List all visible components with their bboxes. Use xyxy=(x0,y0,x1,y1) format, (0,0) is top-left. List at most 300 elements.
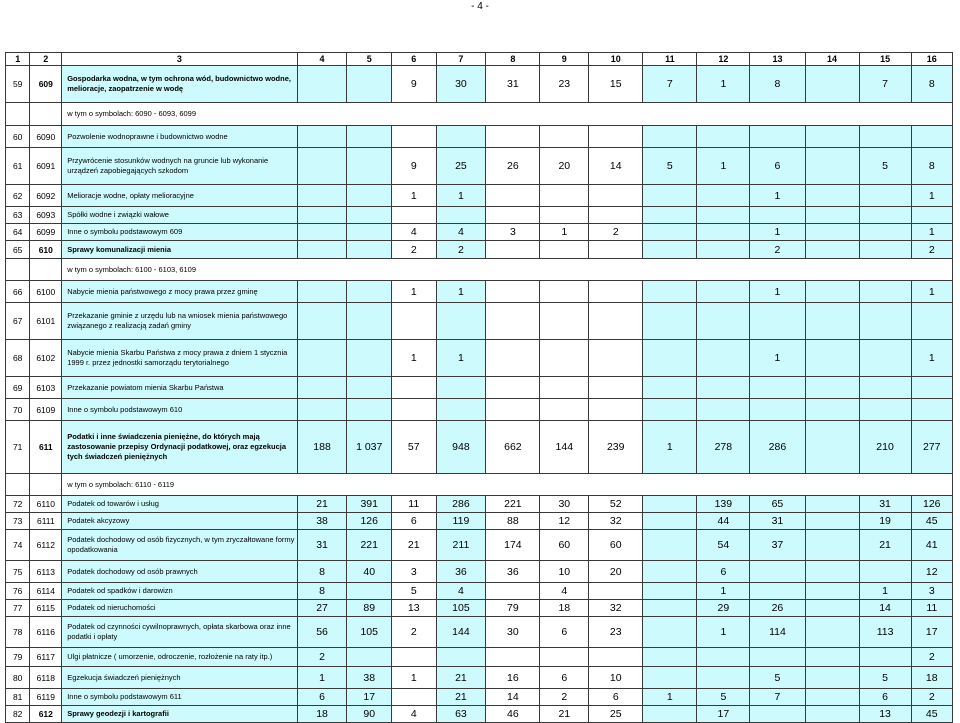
value-cell: 286 xyxy=(750,421,805,474)
value-cell xyxy=(750,706,805,723)
value-cell xyxy=(297,303,347,340)
value-cell: 1 xyxy=(697,148,750,185)
value-cell xyxy=(643,706,697,723)
value-cell: 36 xyxy=(436,561,486,583)
page-number: - 4 - xyxy=(471,1,489,12)
value-cell: 13 xyxy=(859,706,911,723)
value-cell xyxy=(486,207,540,224)
value-cell: 26 xyxy=(750,600,805,617)
value-cell: 1 xyxy=(697,617,750,648)
category-label: Inne o symbolu podstawowym 611 xyxy=(62,689,297,706)
value-cell xyxy=(805,281,859,303)
value-cell xyxy=(347,303,392,340)
value-cell: 17 xyxy=(347,689,392,706)
value-cell: 1 xyxy=(911,185,952,207)
value-cell: 1 xyxy=(643,421,697,474)
value-cell xyxy=(486,241,540,259)
value-cell: 1 xyxy=(436,185,486,207)
header-cell-6: 6 xyxy=(391,53,436,66)
value-cell: 65 xyxy=(750,496,805,513)
value-cell xyxy=(859,185,911,207)
value-cell xyxy=(540,207,589,224)
value-cell xyxy=(697,207,750,224)
value-cell: 16 xyxy=(486,667,540,689)
table-row xyxy=(6,496,953,513)
value-cell: 38 xyxy=(347,667,392,689)
value-cell: 12 xyxy=(540,513,589,530)
value-cell xyxy=(859,648,911,667)
table-row xyxy=(6,377,953,399)
row-number: 61 xyxy=(6,148,30,185)
value-cell xyxy=(297,399,347,421)
symbol-code: 6099 xyxy=(30,224,62,241)
table-row xyxy=(6,303,953,340)
value-cell xyxy=(486,377,540,399)
table-row xyxy=(6,185,953,207)
value-cell xyxy=(486,303,540,340)
value-cell xyxy=(486,340,540,377)
value-cell xyxy=(805,340,859,377)
row-number: 65 xyxy=(6,241,30,259)
category-label: Podatek akcyzowy xyxy=(62,513,297,530)
value-cell xyxy=(347,66,392,103)
symbol-code: 609 xyxy=(30,66,62,103)
value-cell: 40 xyxy=(347,561,392,583)
value-cell: 32 xyxy=(589,513,643,530)
value-cell: 126 xyxy=(911,496,952,513)
value-cell: 114 xyxy=(750,617,805,648)
value-cell: 14 xyxy=(486,689,540,706)
value-cell: 6 xyxy=(391,513,436,530)
table-row xyxy=(6,340,953,377)
table-row xyxy=(6,281,953,303)
empty-cell xyxy=(6,474,30,496)
value-cell: 13 xyxy=(391,600,436,617)
symbol-code: 610 xyxy=(30,241,62,259)
value-cell: 7 xyxy=(859,66,911,103)
value-cell xyxy=(643,224,697,241)
value-cell xyxy=(697,648,750,667)
value-cell: 30 xyxy=(540,496,589,513)
value-cell xyxy=(589,241,643,259)
row-number: 79 xyxy=(6,648,30,667)
value-cell: 1 xyxy=(391,340,436,377)
value-cell: 105 xyxy=(436,600,486,617)
symbol-code: 6116 xyxy=(30,617,62,648)
table-row xyxy=(6,689,953,706)
value-cell: 6 xyxy=(859,689,911,706)
value-cell xyxy=(859,340,911,377)
value-cell: 5 xyxy=(643,148,697,185)
value-cell xyxy=(347,241,392,259)
value-cell: 6 xyxy=(750,148,805,185)
value-cell xyxy=(697,185,750,207)
value-cell xyxy=(347,648,392,667)
value-cell xyxy=(643,303,697,340)
value-cell: 139 xyxy=(697,496,750,513)
value-cell: 277 xyxy=(911,421,952,474)
value-cell xyxy=(436,399,486,421)
category-label: Pozwolenie wodnoprawne i budownictwo wodne xyxy=(62,126,297,148)
value-cell: 20 xyxy=(589,561,643,583)
category-label: Nabycie mienia Skarbu Państwa z mocy prawa z dniem 1 stycznia 1999 r. przez jednostki samorządu terytorialnego xyxy=(62,340,297,377)
category-label: Sprawy geodezji i kartografii xyxy=(62,706,297,723)
value-cell xyxy=(750,648,805,667)
value-cell xyxy=(347,224,392,241)
value-cell: 144 xyxy=(540,421,589,474)
value-cell: 79 xyxy=(486,600,540,617)
category-label: Inne o symbolu podstawowym 610 xyxy=(62,399,297,421)
value-cell: 18 xyxy=(911,667,952,689)
value-cell xyxy=(805,421,859,474)
value-cell: 8 xyxy=(297,561,347,583)
value-cell xyxy=(589,185,643,207)
table-row xyxy=(6,399,953,421)
value-cell: 11 xyxy=(911,600,952,617)
header-cell-16: 16 xyxy=(911,53,952,66)
value-cell: 5 xyxy=(697,689,750,706)
value-cell: 6 xyxy=(297,689,347,706)
category-label: Podatek od towarów i usług xyxy=(62,496,297,513)
value-cell: 10 xyxy=(589,667,643,689)
category-label: Przekazanie powiatom mienia Skarbu Państwa xyxy=(62,377,297,399)
value-cell xyxy=(297,148,347,185)
value-cell xyxy=(805,513,859,530)
value-cell xyxy=(643,281,697,303)
value-cell: 662 xyxy=(486,421,540,474)
table-row xyxy=(6,421,953,474)
table-row xyxy=(6,600,953,617)
header-cell-14: 14 xyxy=(805,53,859,66)
value-cell: 221 xyxy=(486,496,540,513)
value-cell xyxy=(697,303,750,340)
value-cell xyxy=(911,207,952,224)
value-cell xyxy=(589,377,643,399)
value-cell: 2 xyxy=(391,617,436,648)
value-cell: 1 xyxy=(540,224,589,241)
symbol-code: 6103 xyxy=(30,377,62,399)
value-cell xyxy=(391,207,436,224)
header-cell-8: 8 xyxy=(486,53,540,66)
category-label: Podatek dochodowy od osób fizycznych, w tym zryczałtowane formy opodatkowania xyxy=(62,530,297,561)
symbol-code: 6111 xyxy=(30,513,62,530)
subgroup-note-row xyxy=(6,103,953,126)
category-label: Sprawy komunalizacji mienia xyxy=(62,241,297,259)
value-cell: 29 xyxy=(697,600,750,617)
header-cell-13: 13 xyxy=(750,53,805,66)
symbol-code: 6093 xyxy=(30,207,62,224)
empty-cell xyxy=(30,474,62,496)
value-cell xyxy=(643,207,697,224)
value-cell: 15 xyxy=(589,66,643,103)
value-cell xyxy=(297,377,347,399)
value-cell: 30 xyxy=(436,66,486,103)
value-cell xyxy=(540,377,589,399)
value-cell xyxy=(697,667,750,689)
value-cell xyxy=(643,667,697,689)
value-cell: 31 xyxy=(750,513,805,530)
value-cell: 11 xyxy=(391,496,436,513)
value-cell: 14 xyxy=(859,600,911,617)
symbol-code: 6092 xyxy=(30,185,62,207)
value-cell xyxy=(540,185,589,207)
value-cell: 46 xyxy=(486,706,540,723)
table-row xyxy=(6,513,953,530)
value-cell xyxy=(805,303,859,340)
value-cell: 1 xyxy=(391,185,436,207)
value-cell: 27 xyxy=(297,600,347,617)
value-cell: 7 xyxy=(750,689,805,706)
value-cell: 60 xyxy=(589,530,643,561)
row-number: 74 xyxy=(6,530,30,561)
value-cell xyxy=(643,496,697,513)
table-row xyxy=(6,648,953,667)
value-cell: 37 xyxy=(750,530,805,561)
symbol-code: 6119 xyxy=(30,689,62,706)
value-cell xyxy=(859,207,911,224)
value-cell: 113 xyxy=(859,617,911,648)
value-cell xyxy=(540,648,589,667)
value-cell: 2 xyxy=(911,689,952,706)
value-cell xyxy=(805,689,859,706)
value-cell: 18 xyxy=(540,600,589,617)
value-cell: 119 xyxy=(436,513,486,530)
symbol-code: 6118 xyxy=(30,667,62,689)
row-number: 68 xyxy=(6,340,30,377)
value-cell xyxy=(486,399,540,421)
value-cell: 1 xyxy=(643,689,697,706)
value-cell: 31 xyxy=(859,496,911,513)
value-cell: 1 xyxy=(436,281,486,303)
value-cell: 8 xyxy=(911,66,952,103)
symbol-code: 6110 xyxy=(30,496,62,513)
value-cell xyxy=(540,241,589,259)
header-cell-7: 7 xyxy=(436,53,486,66)
table-row xyxy=(6,583,953,600)
value-cell: 1 xyxy=(697,66,750,103)
value-cell: 2 xyxy=(911,648,952,667)
value-cell xyxy=(805,667,859,689)
value-cell: 14 xyxy=(589,148,643,185)
value-cell xyxy=(697,281,750,303)
value-cell: 30 xyxy=(486,617,540,648)
header-cell-11: 11 xyxy=(643,53,697,66)
value-cell: 286 xyxy=(436,496,486,513)
category-label: Nabycie mienia państwowego z mocy prawa przez gminę xyxy=(62,281,297,303)
value-cell: 4 xyxy=(436,224,486,241)
header-cell-1: 1 xyxy=(6,53,30,66)
symbol-code: 6090 xyxy=(30,126,62,148)
value-cell xyxy=(589,648,643,667)
value-cell xyxy=(589,399,643,421)
value-cell xyxy=(643,617,697,648)
row-number: 67 xyxy=(6,303,30,340)
value-cell xyxy=(540,399,589,421)
row-number: 78 xyxy=(6,617,30,648)
category-label: Podatek od nieruchomości xyxy=(62,600,297,617)
value-cell xyxy=(859,224,911,241)
value-cell xyxy=(805,583,859,600)
value-cell: 54 xyxy=(697,530,750,561)
value-cell: 45 xyxy=(911,513,952,530)
row-number: 73 xyxy=(6,513,30,530)
empty-cell xyxy=(30,103,62,126)
category-label: Spółki wodne i związki wałowe xyxy=(62,207,297,224)
value-cell: 23 xyxy=(540,66,589,103)
header-cell-15: 15 xyxy=(859,53,911,66)
value-cell: 21 xyxy=(436,689,486,706)
value-cell: 1 xyxy=(911,224,952,241)
value-cell: 174 xyxy=(486,530,540,561)
row-number: 63 xyxy=(6,207,30,224)
value-cell xyxy=(750,126,805,148)
value-cell: 8 xyxy=(297,583,347,600)
value-cell xyxy=(297,241,347,259)
value-cell xyxy=(750,303,805,340)
row-number: 72 xyxy=(6,496,30,513)
value-cell: 56 xyxy=(297,617,347,648)
empty-cell xyxy=(6,259,30,281)
subgroup-note-row xyxy=(6,474,953,496)
value-cell: 105 xyxy=(347,617,392,648)
row-number: 80 xyxy=(6,667,30,689)
value-cell xyxy=(805,706,859,723)
value-cell: 1 xyxy=(859,583,911,600)
value-cell xyxy=(589,583,643,600)
value-cell xyxy=(297,207,347,224)
value-cell: 12 xyxy=(911,561,952,583)
value-cell: 6 xyxy=(540,667,589,689)
symbol-code: 612 xyxy=(30,706,62,723)
value-cell xyxy=(347,340,392,377)
symbol-code: 611 xyxy=(30,421,62,474)
value-cell: 1 xyxy=(391,667,436,689)
value-cell xyxy=(911,303,952,340)
symbol-code: 6115 xyxy=(30,600,62,617)
value-cell: 188 xyxy=(297,421,347,474)
value-cell: 1 037 xyxy=(347,421,392,474)
table-row xyxy=(6,148,953,185)
category-label: Ulgi płatnicze ( umorzenie, odroczenie, rozłożenie na raty itp.) xyxy=(62,648,297,667)
value-cell: 21 xyxy=(540,706,589,723)
value-cell xyxy=(697,126,750,148)
value-cell: 6 xyxy=(697,561,750,583)
value-cell: 38 xyxy=(297,513,347,530)
table-row xyxy=(6,617,953,648)
value-cell xyxy=(347,583,392,600)
value-cell xyxy=(805,617,859,648)
value-cell: 17 xyxy=(911,617,952,648)
subgroup-note: w tym o symbolach: 6100 - 6103, 6109 xyxy=(62,259,953,281)
value-cell: 32 xyxy=(589,600,643,617)
value-cell: 2 xyxy=(391,241,436,259)
symbol-code: 6114 xyxy=(30,583,62,600)
value-cell xyxy=(391,303,436,340)
value-cell: 1 xyxy=(750,224,805,241)
value-cell xyxy=(911,399,952,421)
value-cell xyxy=(643,185,697,207)
row-number: 62 xyxy=(6,185,30,207)
value-cell xyxy=(347,281,392,303)
value-cell: 6 xyxy=(540,617,589,648)
header-cell-10: 10 xyxy=(589,53,643,66)
value-cell: 1 xyxy=(391,281,436,303)
value-cell: 9 xyxy=(391,66,436,103)
value-cell: 41 xyxy=(911,530,952,561)
value-cell xyxy=(643,600,697,617)
value-cell: 4 xyxy=(540,583,589,600)
value-cell: 1 xyxy=(297,667,347,689)
value-cell xyxy=(750,207,805,224)
value-cell xyxy=(805,561,859,583)
category-label: Podatek od spadków i darowizn xyxy=(62,583,297,600)
value-cell xyxy=(297,66,347,103)
value-cell: 6 xyxy=(589,689,643,706)
value-cell xyxy=(643,583,697,600)
value-cell xyxy=(486,185,540,207)
value-cell xyxy=(540,126,589,148)
value-cell: 63 xyxy=(436,706,486,723)
value-cell xyxy=(859,281,911,303)
value-cell: 3 xyxy=(911,583,952,600)
value-cell xyxy=(805,148,859,185)
table-row xyxy=(6,126,953,148)
value-cell: 21 xyxy=(436,667,486,689)
value-cell xyxy=(750,583,805,600)
category-label: Podatek od czynności cywilnoprawnych, opłata skarbowa oraz inne podatki i opłaty xyxy=(62,617,297,648)
value-cell xyxy=(540,281,589,303)
table-row xyxy=(6,706,953,723)
row-number: 64 xyxy=(6,224,30,241)
value-cell xyxy=(643,530,697,561)
value-cell: 8 xyxy=(750,66,805,103)
value-cell xyxy=(297,126,347,148)
value-cell: 88 xyxy=(486,513,540,530)
value-cell: 21 xyxy=(859,530,911,561)
row-number: 82 xyxy=(6,706,30,723)
value-cell: 3 xyxy=(391,561,436,583)
empty-cell xyxy=(6,103,30,126)
value-cell: 1 xyxy=(750,281,805,303)
value-cell xyxy=(697,340,750,377)
value-cell: 391 xyxy=(347,496,392,513)
value-cell xyxy=(486,648,540,667)
value-cell: 25 xyxy=(436,148,486,185)
value-cell: 2 xyxy=(911,241,952,259)
value-cell: 21 xyxy=(297,496,347,513)
value-cell: 31 xyxy=(297,530,347,561)
category-label: Przywrócenie stosunków wodnych na gruncie lub wykonanie urządzeń zapobiegających szkodom xyxy=(62,148,297,185)
value-cell xyxy=(589,207,643,224)
value-cell: 31 xyxy=(486,66,540,103)
value-cell xyxy=(589,126,643,148)
value-cell xyxy=(805,224,859,241)
value-cell xyxy=(750,377,805,399)
value-cell xyxy=(347,126,392,148)
value-cell xyxy=(643,340,697,377)
value-cell: 8 xyxy=(911,148,952,185)
value-cell xyxy=(750,561,805,583)
value-cell xyxy=(643,513,697,530)
value-cell xyxy=(391,399,436,421)
row-number: 66 xyxy=(6,281,30,303)
header-cell-5: 5 xyxy=(347,53,392,66)
value-cell: 20 xyxy=(540,148,589,185)
value-cell xyxy=(297,340,347,377)
symbol-code: 6101 xyxy=(30,303,62,340)
row-number: 76 xyxy=(6,583,30,600)
value-cell xyxy=(859,377,911,399)
